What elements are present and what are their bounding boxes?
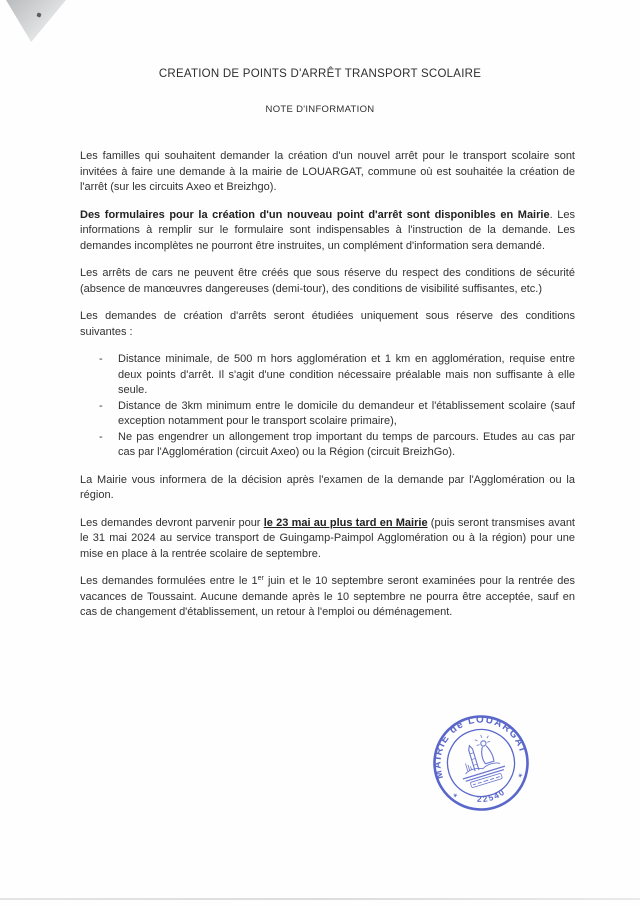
text-segment: Les demandes formulées entre le 1 [80,575,258,587]
text-segment: Les demandes devront parvenir pour [80,516,264,529]
municipal-stamp [421,703,541,823]
bullet-item [80,430,575,461]
text-segment: Des formulaires pour la création d'un nouveau point d'arrêt sont disponibles en Mairie [80,208,550,221]
paragraph [80,309,575,340]
page-title: CREATION DE POINTS D'ARRÊT TRANSPORT SCOLAIRE [158,68,482,80]
stamp-star-right-icon: ✶ [516,772,525,781]
bullet-item [80,399,575,430]
text-segment: (puis seront transmises avant le 31 mai 2024 au service transport de Guingamp-Paimpol Agglomération ou à la région) pour une mise en place à la rentrée scolaire de septembre. [80,516,575,560]
paragraph [80,516,575,563]
bullet-dash: - [99,430,103,443]
text-segment: Ne pas engendrer un allongement trop important du temps de parcours. Etudes au cas par cas par l'Agglomération (circuit Axeo) ou la Région (circuit BreizhGo). [118,430,575,458]
paragraph [80,473,575,504]
text-segment: La Mairie vous informera de la décision après l'examen de la demande par l'Agglomération ou la région. [80,473,575,501]
stamp-postal-code: 22540 [476,786,508,804]
stamp-arc-text: MAIRIE de LOUARGAT [432,714,529,781]
page-subtitle: NOTE D'INFORMATION [265,104,375,115]
text-segment: Les arrêts de cars ne peuvent être créés que sous réserve du respect des conditions de sécurité (absence de manœuvres dangereuses (demi-tour), des conditions de visibilité suffisantes, etc.) [80,267,575,295]
text-segment: juin et le 10 septembre seront examinées pour la rentrée des vacances de Toussaint. Aucune demande après le 10 septembre ne pourra être acceptée, sauf en cas de changement d'établissement, un retour à l'emploi ou déménagement. [80,575,575,618]
stamp-emblem [452,731,508,790]
text-segment: er [257,575,264,582]
text-segment: Distance minimale, de 500 m hors agglomération et 1 km en agglomération, requise entre deux points d'arrêt. Il s'agit d'une condition nécessaire préalable mais non suffisante à elle seule. [118,353,575,396]
paragraph [80,574,575,621]
paragraph [80,208,575,255]
folded-corner-artifact [6,0,66,42]
text-segment: . Les informations à remplir sur le formulaire sont indispensables à l'instruction de la demande. Les demandes incomplètes ne pourront être instruites, un complément d'information sera demandé. [80,208,575,252]
stamp-graphic [421,703,541,823]
paragraph [80,149,575,196]
document-body [80,149,575,633]
bullet-list [80,352,575,461]
paragraph [80,266,575,297]
text-segment: le 23 mai au plus tard en Mairie [263,516,428,529]
page-bottom-edge [0,898,640,900]
bullet-dash: - [99,353,103,365]
bullet-dash: - [99,399,103,412]
text-segment: Les demandes de création d'arrêts seront étudiées uniquement sous réserve des conditions suivantes : [80,310,575,338]
stamp-star-left-icon: ✶ [451,792,460,801]
bullet-item [80,352,575,399]
text-segment: Les familles qui souhaitent demander la création d'un nouvel arrêt pour le transport scolaire sont invitées à faire une demande à la mairie de LOUARGAT, commune où est souhaitée la création de l'arrêt (sur les circuits Axeo et Breizhgo). [80,150,575,193]
text-segment: Distance de 3km minimum entre le domicile du demandeur et l'établissement scolaire (sauf exception notamment pour le transport scolaire primaire), [118,399,575,427]
